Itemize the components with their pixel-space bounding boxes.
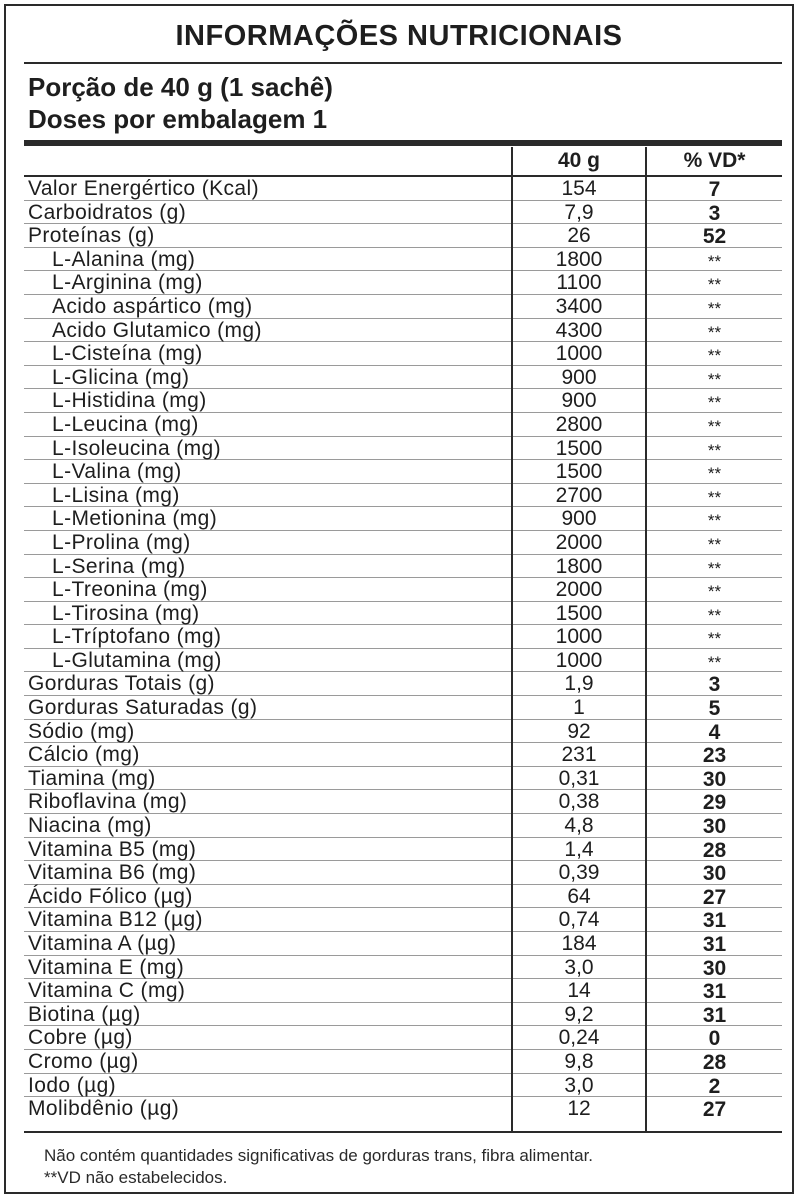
nutrient-daily-value: 31 <box>702 933 727 956</box>
nutrient-daily-value: 52 <box>702 225 727 249</box>
label-title: INFORMAÇÕES NUTRICIONAIS <box>175 20 623 52</box>
nutrient-name: L-Histidina (mg) <box>52 389 207 413</box>
nutrient-amount: 3,0 <box>564 1073 594 1097</box>
nutrient-amount: 0,74 <box>558 908 600 932</box>
nutrient-amount: 7,9 <box>564 200 594 224</box>
table-row <box>24 366 782 390</box>
nutrient-daily-value: ** <box>707 558 722 578</box>
table-row <box>24 908 782 932</box>
table-row <box>24 932 782 956</box>
table-row <box>24 602 782 626</box>
nutrient-daily-value: ** <box>707 464 722 484</box>
nutrient-amount: 2700 <box>555 483 603 507</box>
footer-divider <box>24 1131 782 1133</box>
nutrient-amount: 1 <box>573 696 585 720</box>
nutrient-daily-value: 29 <box>702 791 727 815</box>
nutrition-facts-label <box>4 4 794 1194</box>
table-header-row <box>24 147 782 177</box>
nutrient-amount: 3400 <box>555 294 603 318</box>
nutrient-name: L-Tirosina (mg) <box>52 601 200 625</box>
nutrient-name: Iodo (µg) <box>28 1073 117 1097</box>
column-divider-1 <box>511 147 513 1131</box>
nutrient-daily-value: ** <box>707 605 722 625</box>
table-row <box>24 1050 782 1074</box>
nutrient-amount: 1,4 <box>564 837 594 861</box>
table-row <box>24 885 782 909</box>
table-row <box>24 248 782 272</box>
table-row <box>24 201 782 225</box>
nutrient-daily-value: 27 <box>702 885 727 909</box>
nutrient-name: Cobre (µg) <box>28 1026 133 1050</box>
servings-per-package: Doses por embalagem 1 <box>28 104 328 134</box>
nutrient-name: L-Cisteína (mg) <box>52 342 203 366</box>
nutrient-daily-value: ** <box>707 251 722 271</box>
table-row <box>24 413 782 437</box>
table-row <box>24 1097 782 1121</box>
nutrient-amount: 1100 <box>556 271 602 295</box>
nutrient-amount: 64 <box>567 884 591 908</box>
nutrient-daily-value: ** <box>707 416 722 436</box>
nutrient-amount: 1500 <box>555 601 603 625</box>
footnote-vd: **VD não estabelecidos. <box>44 1168 228 1187</box>
table-row <box>24 342 782 366</box>
nutrient-name: Vitamina E (mg) <box>28 955 185 979</box>
nutrient-name: Ácido Fólico (µg) <box>28 884 193 908</box>
nutrient-daily-value: 31 <box>702 1003 727 1027</box>
nutrient-daily-value: 30 <box>702 815 727 839</box>
nutrient-daily-value: 5 <box>708 697 721 721</box>
nutrient-name: L-Glicina (mg) <box>52 365 190 389</box>
nutrient-amount: 0,38 <box>558 790 600 814</box>
table-row <box>24 437 782 461</box>
nutrient-amount: 9,8 <box>564 1049 594 1073</box>
nutrient-daily-value: 3 <box>708 201 721 225</box>
table-row <box>24 295 782 319</box>
nutrient-name: L-Tríptofano (mg) <box>52 625 222 649</box>
nutrient-amount: 9,2 <box>564 1002 594 1026</box>
table-row <box>24 460 782 484</box>
nutrient-amount: 1800 <box>555 247 603 271</box>
nutrient-name: Carboidratos (g) <box>28 200 187 224</box>
nutrient-name: L-Glutamina (mg) <box>52 648 222 672</box>
table-row <box>24 625 782 649</box>
nutrient-amount: 231 <box>561 743 597 767</box>
nutrient-daily-value: 7 <box>708 178 721 201</box>
column-divider-2 <box>645 147 647 1131</box>
nutrient-daily-value: 28 <box>702 838 727 862</box>
nutrient-name: Cromo (µg) <box>28 1049 139 1073</box>
table-row <box>24 814 782 838</box>
nutrient-daily-value: 30 <box>702 862 727 886</box>
nutrient-amount: 1000 <box>555 648 603 672</box>
nutrient-name: Niacina (mg) <box>28 814 152 838</box>
nutrient-amount: 4,8 <box>564 814 594 838</box>
nutrient-daily-value: 2 <box>708 1074 721 1098</box>
nutrient-name: Vitamina B12 (µg) <box>28 908 203 932</box>
nutrient-amount: 1800 <box>555 554 603 578</box>
nutrient-name: L-Metionina (mg) <box>52 507 218 531</box>
nutrient-amount: 1,9 <box>564 672 594 696</box>
nutrient-amount: 2000 <box>555 530 603 554</box>
nutrient-amount: 2800 <box>555 412 603 436</box>
column-header-amount: 40 g <box>557 149 601 172</box>
table-row <box>24 696 782 720</box>
nutrient-daily-value: 28 <box>702 1050 727 1074</box>
nutrient-daily-value: ** <box>707 369 722 389</box>
nutrient-name: Cálcio (mg) <box>28 743 140 767</box>
nutrient-daily-value: 3 <box>708 673 721 697</box>
table-row <box>24 1074 782 1098</box>
nutrient-daily-value: 31 <box>702 980 727 1004</box>
table-body <box>24 177 782 1121</box>
nutrient-name: L-Serina (mg) <box>52 554 186 578</box>
table-row <box>24 555 782 579</box>
nutrient-name: L-Leucina (mg) <box>52 412 199 436</box>
table-row <box>24 720 782 744</box>
nutrient-daily-value: ** <box>707 511 722 531</box>
table-row <box>24 979 782 1003</box>
nutrient-name: Vitamina B6 (mg) <box>28 861 197 885</box>
table-row <box>24 743 782 767</box>
column-header-daily-value: % VD* <box>683 149 746 172</box>
nutrient-name: Vitamina A (µg) <box>28 932 177 955</box>
table-row <box>24 177 782 201</box>
serving-divider <box>24 140 782 146</box>
nutrient-name: L-Valina (mg) <box>52 460 182 484</box>
serving-size: Porção de 40 g (1 sachê) <box>28 72 333 102</box>
nutrient-name: Tiamina (mg) <box>28 766 156 790</box>
table-row <box>24 484 782 508</box>
nutrient-name: Riboflavina (mg) <box>28 790 188 814</box>
table-row <box>24 838 782 862</box>
nutrient-amount: 3,0 <box>564 955 594 979</box>
nutrient-daily-value: 23 <box>702 744 727 768</box>
nutrient-daily-value: 31 <box>702 909 727 933</box>
nutrient-daily-value: ** <box>707 393 722 413</box>
nutrient-daily-value: ** <box>707 322 722 342</box>
table-row <box>24 507 782 531</box>
nutrient-amount: 4300 <box>555 318 603 342</box>
nutrient-daily-value: ** <box>707 534 722 554</box>
nutrient-daily-value: ** <box>707 582 722 602</box>
nutrient-name: Proteínas (g) <box>28 224 155 248</box>
nutrient-name: Acido aspártico (mg) <box>52 294 253 318</box>
table-row <box>24 224 782 248</box>
nutrient-amount: 184 <box>561 932 597 955</box>
nutrient-name: L-Alanina (mg) <box>52 247 196 271</box>
title-divider <box>24 62 782 64</box>
nutrient-name: Sódio (mg) <box>28 719 135 743</box>
table-row <box>24 1003 782 1027</box>
table-row <box>24 672 782 696</box>
nutrient-name: Vitamina C (mg) <box>28 979 186 1003</box>
nutrient-daily-value: 30 <box>702 767 727 791</box>
nutrient-amount: 2000 <box>555 578 603 602</box>
nutrient-daily-value: 4 <box>708 720 721 744</box>
nutrient-daily-value: ** <box>707 275 722 295</box>
nutrient-amount: 14 <box>567 979 591 1003</box>
nutrient-daily-value: ** <box>707 298 722 318</box>
nutrition-table <box>24 147 782 1121</box>
nutrient-name: L-Arginina (mg) <box>52 271 203 295</box>
nutrient-daily-value: ** <box>707 346 722 366</box>
nutrient-amount: 12 <box>567 1097 591 1121</box>
nutrient-daily-value: ** <box>707 487 722 507</box>
nutrient-amount: 900 <box>561 365 597 389</box>
nutrient-amount: 1500 <box>555 460 603 484</box>
table-row <box>24 1026 782 1050</box>
table-row <box>24 389 782 413</box>
nutrient-daily-value: 27 <box>702 1098 727 1122</box>
nutrient-amount: 900 <box>561 389 597 413</box>
nutrient-amount: 154 <box>561 177 597 200</box>
nutrient-amount: 92 <box>567 719 591 743</box>
nutrient-name: L-Isoleucina (mg) <box>52 436 222 460</box>
nutrient-name: Biotina (µg) <box>28 1002 141 1026</box>
nutrient-daily-value: ** <box>707 629 722 649</box>
nutrient-name: Valor Energértico (Kcal) <box>28 177 259 200</box>
nutrient-daily-value: ** <box>707 440 722 460</box>
nutrient-name: Gorduras Totais (g) <box>28 672 215 696</box>
nutrient-name: Acido Glutamico (mg) <box>52 318 262 342</box>
table-row <box>24 319 782 343</box>
nutrient-name: L-Prolina (mg) <box>52 530 191 554</box>
nutrient-name: Molibdênio (µg) <box>28 1097 180 1121</box>
nutrient-amount: 900 <box>561 507 597 531</box>
nutrient-amount: 1000 <box>555 625 603 649</box>
table-row <box>24 578 782 602</box>
nutrient-amount: 0,24 <box>558 1026 600 1050</box>
table-row <box>24 649 782 673</box>
nutrient-daily-value: 0 <box>708 1027 721 1051</box>
table-row <box>24 956 782 980</box>
nutrient-amount: 0,31 <box>558 766 600 790</box>
nutrient-daily-value: 30 <box>702 956 727 980</box>
nutrient-amount: 1500 <box>555 436 603 460</box>
nutrient-name: L-Lisina (mg) <box>52 483 180 507</box>
nutrient-amount: 0,39 <box>558 861 600 885</box>
table-row <box>24 861 782 885</box>
table-row <box>24 790 782 814</box>
nutrient-amount: 26 <box>567 224 591 248</box>
table-row <box>24 531 782 555</box>
nutrient-daily-value: ** <box>707 652 722 672</box>
table-row <box>24 271 782 295</box>
nutrient-name: Vitamina B5 (mg) <box>28 837 197 861</box>
footnote-trans-fat: Não contém quantidades significativas de gorduras trans, fibra alimentar. <box>44 1146 594 1165</box>
table-row <box>24 767 782 791</box>
nutrient-name: Gorduras Saturadas (g) <box>28 696 258 720</box>
nutrient-amount: 1000 <box>555 342 603 366</box>
nutrient-name: L-Treonina (mg) <box>52 578 208 602</box>
